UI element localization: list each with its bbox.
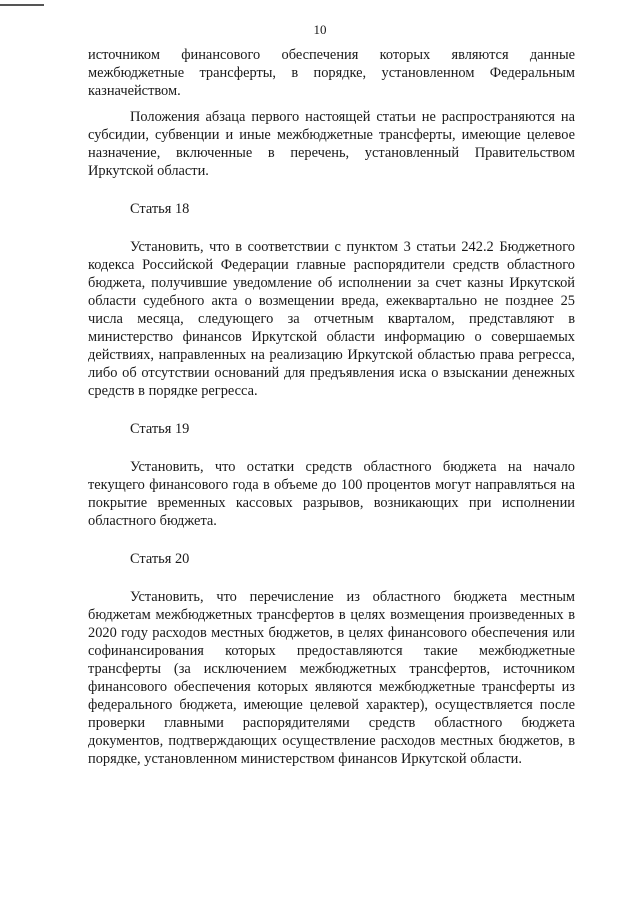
article-20-title: Статья 20: [130, 551, 190, 567]
article-20-text: Установить, что перечисление из областного бюджета местным бюджетам межбюджетных трансфертов в целях возмещения произведенных в 2020 году расходов местных бюджетов, в целях финансового обеспечения или софинансирования которых предоставляются такие межбюджетные трансферты (за исключением межбюджетных трансфертов, источником финансового обеспечения которых являются межбюджетные трансферты из федерального бюджета, имеющие целевой характер), осуществляется после проверки главными распорядителями средств областного бюджета документов, подтверждающих осуществление расходов местных бюджетов, в порядке, установленном министерством финансов Иркутской области.: [88, 589, 575, 767]
article-19-title: Статья 19: [130, 421, 190, 437]
article-19-text: Установить, что остатки средств областного бюджета на начало текущего финансового года в объеме до 100 процентов могут направляться на покрытие временных кассовых разрывов, возникающих при исполнении областного бюджета.: [88, 459, 575, 529]
article-18-text: Установить, что в соответствии с пунктом 3 статьи 242.2 Бюджетного кодекса Российской Федерации главные распорядители средств областного бюджета, получившие уведомление об исполнении за счет казны Иркутской области судебного акта о возмещении вреда, ежеквартально не позднее 25 числа месяца, следующего за отчетным кварталом, представляют в министерство финансов Иркутской области информацию о совершаемых действиях, направленных на реализацию Иркутской областью права регресса, либо об отсутствии оснований для предъявления иска о взыскании денежных средств в порядке регресса.: [88, 239, 575, 399]
article-18-title: Статья 18: [130, 201, 190, 217]
page-number: 10: [313, 22, 327, 37]
document-body: [88, 46, 575, 768]
scan-edge-mark: [0, 4, 44, 6]
paragraph-continuation: источником финансового обеспечения которых являются данные межбюджетные трансферты, в порядке, установленном Федеральным казначейством.: [88, 47, 575, 99]
paragraph-exception: Положения абзаца первого настоящей статьи не распространяются на субсидии, субвенции и иные межбюджетные трансферты, имеющие целевое назначение, включенные в перечень, установленный Правительством Иркутской области.: [88, 109, 575, 179]
